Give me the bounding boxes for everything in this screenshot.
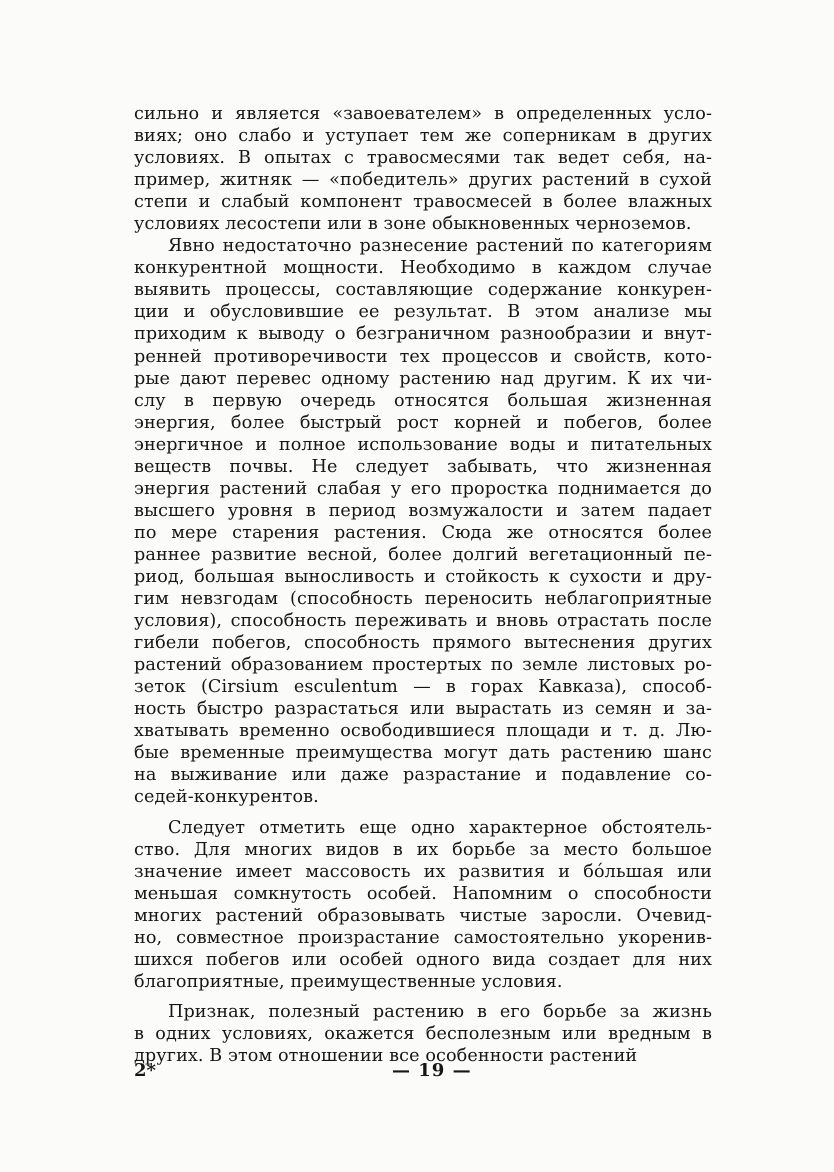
text-line: раннее развитие весной, более долгий вегетационный пе- bbox=[134, 544, 712, 565]
text-line: рые дают перевес одному растению над другим. К их чи- bbox=[134, 368, 712, 389]
paragraph bbox=[134, 103, 712, 235]
paragraph-gap bbox=[134, 809, 712, 817]
text-line: ции и обусловившие ее результат. В этом анализе мы bbox=[134, 302, 712, 323]
text-line: ство. Для многих видов в их борьбе за место большое bbox=[134, 839, 712, 860]
text-line: по мере старения растения. Сюда же относятся более bbox=[134, 522, 712, 543]
text-line: конкурентной мощности. Необходимо в каждом случае bbox=[134, 258, 712, 279]
text-line: слу в первую очередь относятся большая жизненная bbox=[134, 390, 712, 411]
text-line: шихся побегов или особей одного вида создает для них bbox=[134, 949, 712, 970]
paragraph bbox=[134, 235, 712, 808]
text-line: благоприятные, преимущественные условия. bbox=[134, 971, 563, 992]
text-line: выявить процессы, составляющие содержание конкурен- bbox=[134, 280, 712, 301]
text-line: пример, житняк — «победитель» других растений в сухой bbox=[134, 170, 712, 191]
text-line: бые временные преимущества могут дать растению шанс bbox=[134, 743, 712, 764]
text-line: ренней противоречивости тех процессов и свойств, кото- bbox=[134, 346, 712, 367]
paragraph bbox=[134, 1001, 712, 1067]
text-line: высшего уровня в период возмужалости и затем падает bbox=[134, 500, 712, 521]
page-number: — 19 — bbox=[392, 1060, 472, 1081]
text-line: гибели побегов, способность прямого вытеснения других bbox=[134, 633, 712, 654]
text-line: условиях. В опытах с травосмесями так ведет себя, на- bbox=[134, 148, 712, 169]
text-line: зеток (Cirsium esculentum — в горах Кавказа), способ- bbox=[134, 677, 712, 698]
text-line: веществ почвы. Не следует забывать, что жизненная bbox=[134, 456, 712, 477]
text-line: энергичное и полное использование воды и питательных bbox=[134, 434, 712, 455]
page-footer bbox=[134, 1060, 712, 1086]
text-line: других. В этом отношении все особенности растений bbox=[134, 1045, 638, 1066]
signature-mark: 2* bbox=[134, 1060, 156, 1081]
text-line: значение имеет массовость их развития и бо́льшая или bbox=[134, 861, 712, 882]
paragraph-gap bbox=[134, 993, 712, 1001]
paragraph bbox=[134, 817, 712, 993]
text-line: меньшая сомкнутость особей. Напомним о способности bbox=[134, 883, 712, 904]
text-line: Следует отметить еще одно характерное обстоятель- bbox=[168, 817, 712, 838]
text-line: седей-конкурентов. bbox=[134, 787, 319, 808]
text-line: на выживание или даже разрастание и подавление со- bbox=[134, 765, 712, 786]
text-line: виях; оно слабо и уступает тем же соперникам в других bbox=[134, 126, 712, 147]
text-line: приходим к выводу о безграничном разнообразии и внут- bbox=[134, 324, 712, 345]
text-line: Явно недостаточно разнесение растений по категориям bbox=[168, 236, 712, 257]
text-line: в одних условиях, окажется бесполезным или вредным в bbox=[134, 1023, 712, 1044]
text-line: многих растений образовывать чистые заросли. Очевид- bbox=[134, 905, 712, 926]
text-line: условия), способность переживать и вновь отрастать после bbox=[134, 611, 712, 632]
text-line: но, совместное произрастание самостоятельно укоренив- bbox=[134, 927, 712, 948]
text-line: растений образованием простертых по земле листовых ро- bbox=[134, 655, 712, 676]
text-line: энергия, более быстрый рост корней и побегов, более bbox=[134, 412, 712, 433]
body-text bbox=[134, 103, 712, 1067]
text-line: ность быстро разрастаться или вырастать из семян и за- bbox=[134, 699, 712, 720]
text-line: Признак, полезный растению в его борьбе за жизнь bbox=[168, 1001, 712, 1022]
text-line: условиях лесостепи или в зоне обыкновенных черноземов. bbox=[134, 214, 692, 235]
text-line: энергия растений слабая у его проростка поднимается до bbox=[134, 478, 712, 499]
text-line: риод, большая выносливость и стойкость к сухости и дру- bbox=[134, 566, 712, 587]
text-line: гим невзгодам (способность переносить неблагоприятные bbox=[134, 589, 712, 610]
text-line: сильно и является «завоевателем» в определенных усло- bbox=[134, 104, 712, 124]
text-line: степи и слабый компонент травосмесей в более влажных bbox=[134, 192, 712, 213]
text-line: хватывать временно освободившиеся площади и т. д. Лю- bbox=[134, 721, 712, 742]
